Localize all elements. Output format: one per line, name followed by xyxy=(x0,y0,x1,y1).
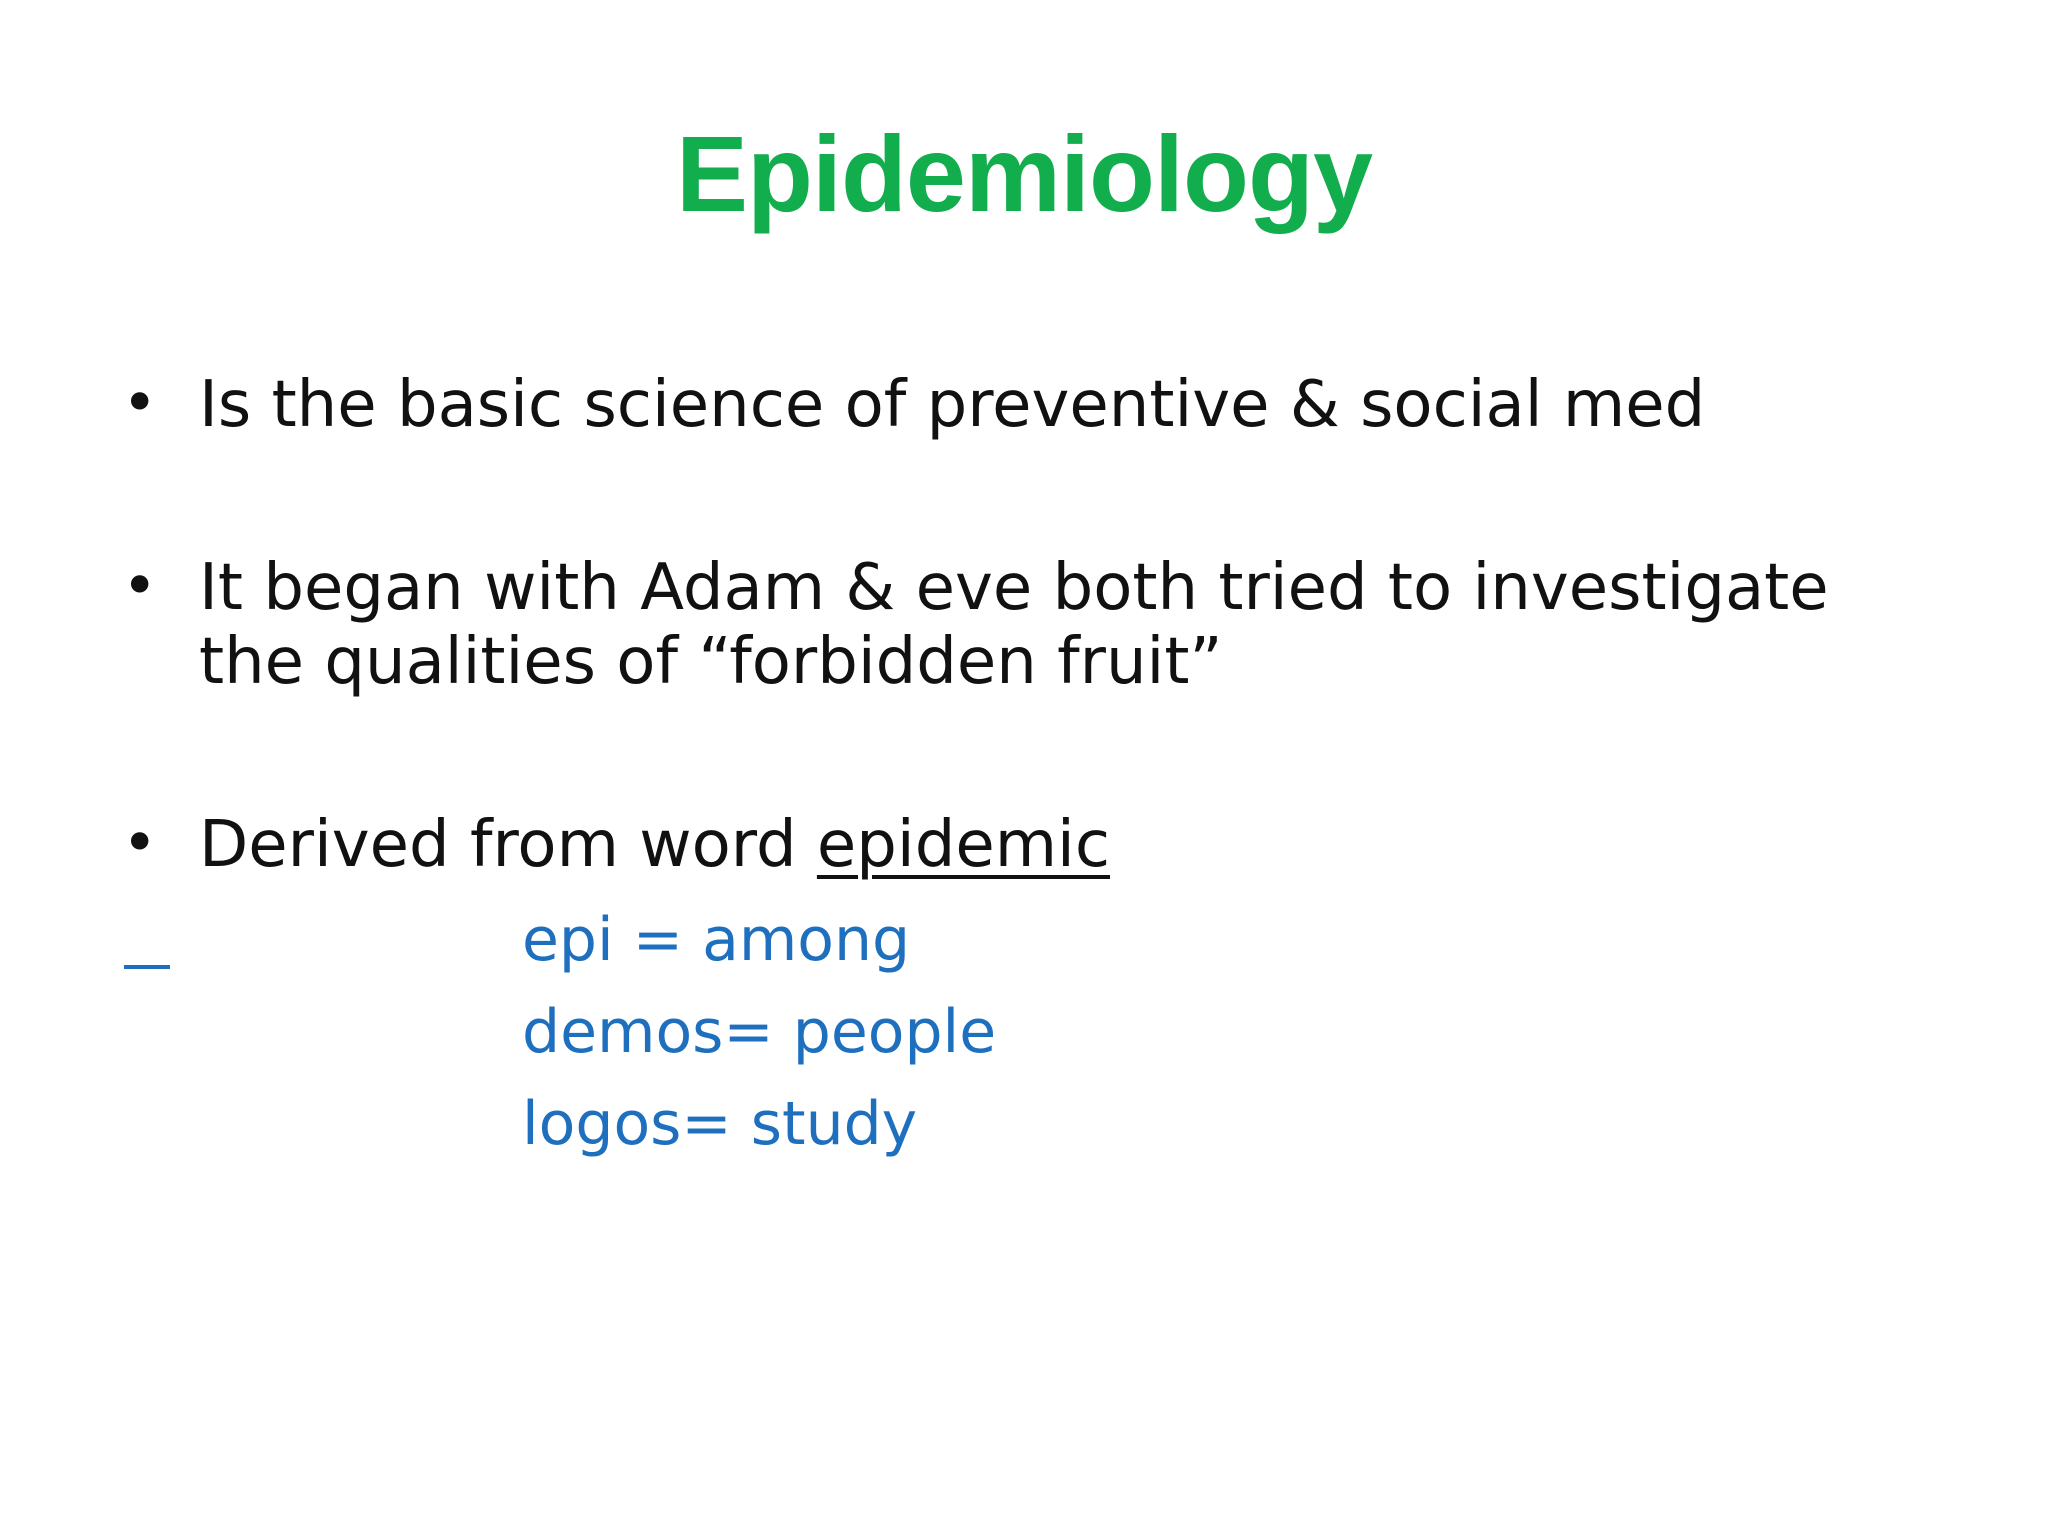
bullet-marker: • xyxy=(122,368,158,438)
slide-title: Epidemiology xyxy=(675,113,1373,234)
etymology-item-demos: demos= people xyxy=(522,997,997,1067)
bullet-text-line-1: It began with Adam & eve both tried to investigate xyxy=(199,551,1829,625)
etymology-item-epi: epi = among xyxy=(522,905,911,975)
bullet-text: Is the basic science of preventive & social med xyxy=(199,368,1706,442)
underlined-term: epidemic xyxy=(816,808,1110,882)
bullet-marker: • xyxy=(122,551,158,621)
bullet-marker: • xyxy=(122,808,158,878)
etymology-item-logos: logos= study xyxy=(522,1089,918,1159)
bullet-text xyxy=(199,808,1899,882)
bullet-text-line-2: the qualities of “forbidden fruit” xyxy=(199,625,1223,699)
bullet-prefix: Derived from word xyxy=(199,808,817,882)
dash-mark xyxy=(124,965,170,969)
